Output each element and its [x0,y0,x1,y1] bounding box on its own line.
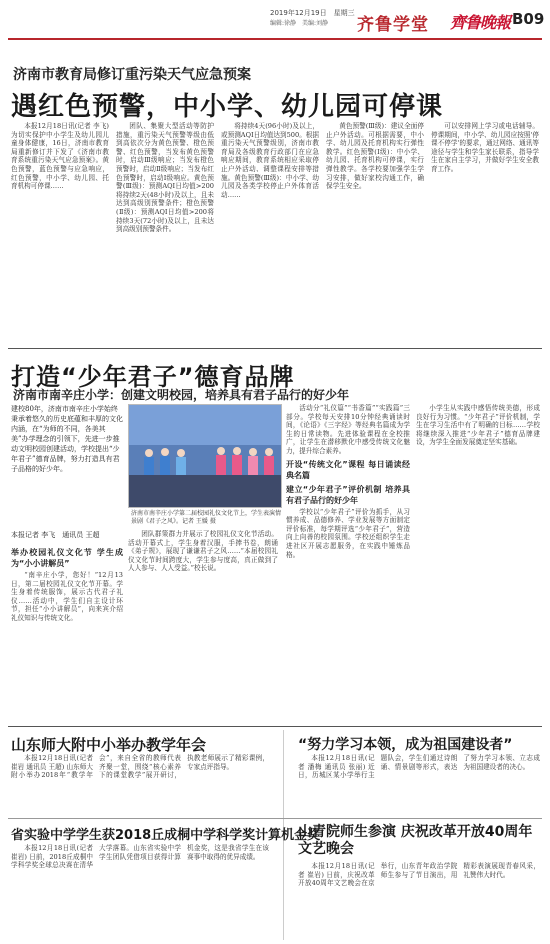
story2-colD-title: 建立“少年君子”评价机制 培养具有君子品行的好少年 [286,484,410,505]
story1-col5: 可以安排网上学习或电话辅导。停课期间，中小学、幼儿园应按照'停课不停学'的要求，通过网络、通讯等途径与学生和学生家长联系，指导学生在家自主学习，并做好学生安全教育工作。 [431,122,539,173]
story5-title: 省实验中学学生获2018丘成桐中学科学奖计算机金奖 [11,828,321,843]
story2-colC: 活动分“礼仪篇”“书香篇”“实践篇”三部分。学校每天安排10分钟经典诵读时间，《论语》《三字经》等经典名篇成为学生的日常读物。先进体验课程在全校推广，让学生在潜移默化中感受传统文化魅力，提升综合素养。 开设“传统文化”课程 每日诵读经典名篇 建立“少年君子”评价机制 培养具有君子品行的好少年 学校以“少年君子”评价为抓手，从习惯养成、品德修养、学业发展等方面制定评价标准，每学期评选“少年君子”，营造向上向善的校园氛围。学校还组织学生走进社区开展志愿服务，在实践中锤炼品格。 [286,404,410,559]
page-header [0,0,550,42]
story1-col2: 团队、集聚大型活动等防护措施，重污染天气预警等级由低到高依次分为黄色预警、橙色预警、红色预警，当发布黄色预警时，启动Ⅲ级响应；当发布橙色预警时，启动Ⅱ级响应；当发布红色预警时，启动Ⅰ级响应。黄色预警(Ⅲ级)：预测AQI日均值>200将持续2天(48小时)及以上，且未达到高级别预警条件；橙色预警(Ⅱ级)：预测AQI日均值>200将持续3天(72小时)及以上，且未达到高级别预警条件。 [116,122,214,234]
story2-lead: 建校80年，济南市南辛庄小学始终秉承着悠久的历史底蕴和丰厚的文化内涵，在“为师的不同，各美其美”办学理念的引领下，先进一步推动文明校园创建活动，学校提出“少年君子”德育品牌，努力打造具有君子品格的好少年。 [11,405,123,473]
divider [8,818,542,819]
story1-col3: 将持续4天(96小时)及以上，或预测AQI日均值达到500。根据重污染天气预警级别，济南市教育局及各级教育行政部门在应急响应期间，教育系统相应采取停止户外活动、调整课程安排等措施。黄色预警(Ⅲ级)：中小学、幼儿园及各类学校停止户外体育活动…… [221,122,319,199]
story1-col4: 黄色预警(Ⅲ级)：建议全面停止户外活动。可根据需要，中小学、幼儿园及托育机构实行弹性教学。红色预警(Ⅰ级)：中小学、幼儿园、托育机构可停课，实行弹性教学。各学校要加强学生学习安排，做好家校沟通工作，确保学生安全。 [326,122,424,191]
page-number: B09 [512,10,545,28]
editor-credits: 编辑:徐静 美编:刘静 [270,20,329,27]
story1-kicker: 济南市教育局修订重污染天气应急预案 [13,67,251,83]
story3-title: 山东师大附中小举办教学年会 [11,736,207,754]
story2-photo-caption: 济南市南辛庄小学第二届校园礼仪文化节上，学生表演情景剧《君子之风》。记者 王媛 摄 [131,510,282,525]
story2-photo [128,404,282,508]
story4-body: 本报12月18日讯(记者 潘梅 通讯员 张丽) 近日，历城区某小学举行主题队会，学生们通过诗朗诵、情景剧等形式，表达了努力学习本领、立志成为祖国建设者的决心。 [298,754,540,780]
story2-colE: 小学生从实践中感悟传统美德，形成良好行为习惯。“少年君子”评价机制，学生在学习生活中有了明确的目标……学校将继续深入推进“少年君子”德育品牌建设，为学生全面发展奠定坚实基础。 [416,404,540,447]
story3-body: 本报12月18日讯(记者 崔岩 通讯员 王超) 山东师大附小举办2018年“教学年会”，来自全省的教师代表齐聚一堂，围绕“核心素养下的课堂教学”展开研讨，执教老师展示了精彩课例，专家点评指导。 [11,754,269,780]
story4-title: “努力学习本领，成为祖国建设者” [298,737,513,753]
stage-performance-image [129,405,282,508]
story6-title: 山青院师生参演 庆祝改革开放40周年文艺晚会 [298,824,533,857]
story2-colA-title: 举办校园礼仪文化节 学生成为“小小讲解员” [11,548,123,568]
story2-colB: 团队群策群力并展示了校园礼仪文化节活动。活动开幕式上，学生身着汉服，手捧书卷，朗诵《弟子规》，展现了谦谦君子之风……“本届校园礼仪文化节时间跨度大，学生参与度高，真正做到了人人参与、人人受益。”校长说。 [128,530,278,573]
section-title: 齐鲁学堂 [357,15,429,35]
divider [8,348,542,349]
story2-colA: 举办校园礼仪文化节 学生成为“小小讲解员” “南辛庄小学，您好！”12月13日，第二届校园礼仪文化节开幕。学生身着传统服饰，展示古代君子礼仪……活动中，学生们自主设计环节，担任“小小讲解员”，向来宾介绍礼仪知识与传统文化。 [11,548,123,622]
header-rule [8,38,542,40]
story2-subhead: 济南市南辛庄小学：创建文明校园，培养具有君子品行的好少年 [13,388,350,402]
story2-byline: 本报记者 李飞 通讯员 王超 [11,531,100,539]
issue-date: 2019年12月19日 星期三 [270,9,355,17]
story2-headline: 打造“少年君子”德育品牌 [11,363,295,391]
story2-colC-title: 开设“传统文化”课程 每日诵读经典名篇 [286,459,410,480]
newspaper-logo: 齊鲁晚報 [450,13,511,32]
story5-body: 本报12月18日讯(记者 崔岩) 日前，2018丘成桐中学科学奖全球总决赛在清华大学落幕。山东省实验中学学生团队凭借项目获得计算机金奖，这是我省学生在该赛事中取得的优异成绩。 [11,844,269,870]
divider [8,726,542,727]
story1-col1: 本报12月18日讯(记者 李飞) 为切实保护中小学生及幼儿园儿童身体健康，16日，济南市教育局重新修订并下发了《济南市教育系统重污染天气应急预案》。黄色预警，蓝色预警与应急响应，红色预警，中小学、幼儿园、托育机构可停课…… [11,122,109,191]
story1-headline: 遇红色预警，中小学、幼儿园可停课 [11,92,444,122]
story6-body: 本报12月18日讯(记者 崔岩) 日前，庆祝改革开放40周年文艺晚会在京举行，山东青年政治学院师生参与了节目演出，用精彩表演展现青春风采，礼赞伟大时代。 [298,862,540,888]
